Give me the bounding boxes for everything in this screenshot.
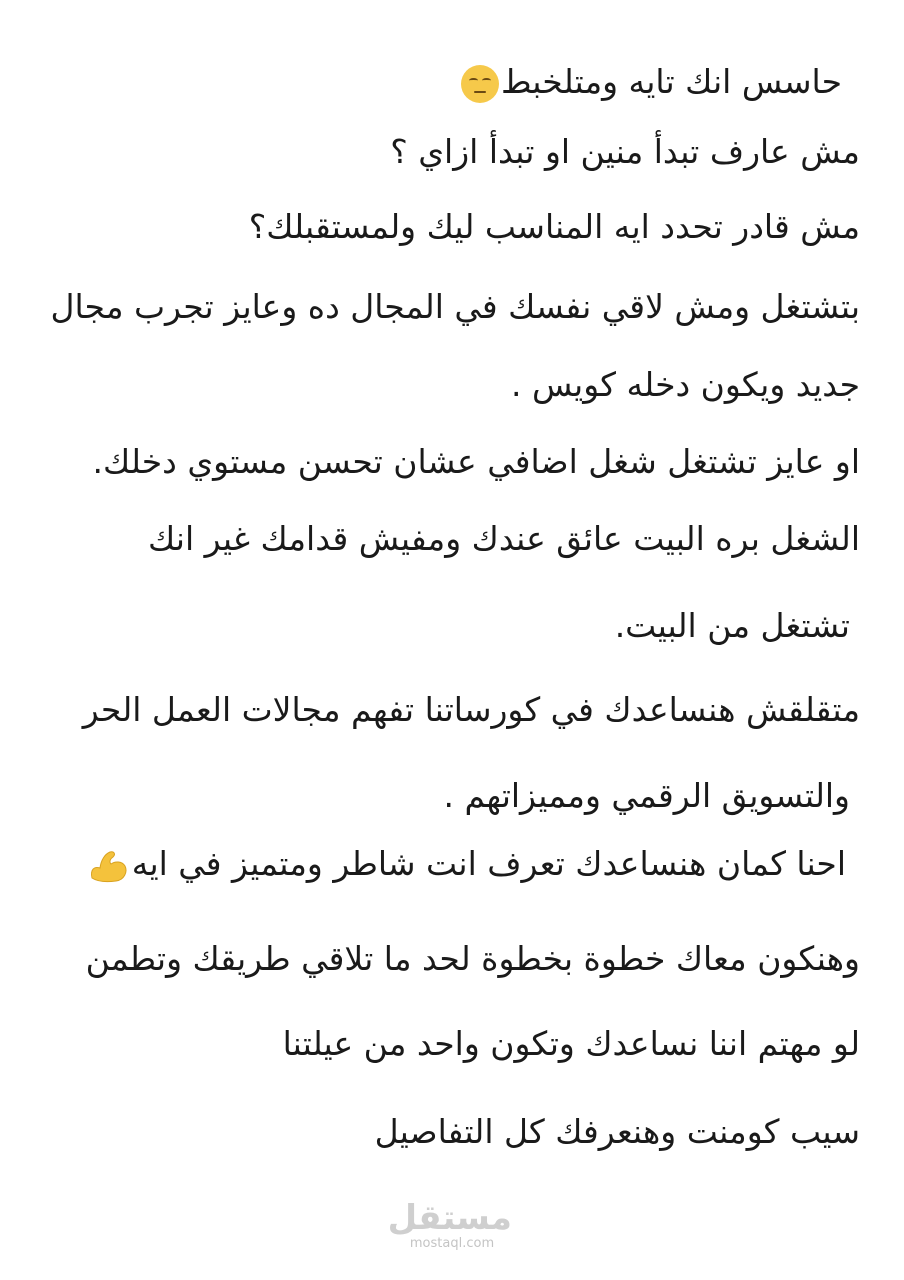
text-line-4: بتشتغل ومش لاقي نفسك في المجال ده وعايز تجرب مجال <box>50 287 860 326</box>
mostaql-watermark <box>387 1198 512 1252</box>
text-line-2: مش عارف تبدأ منين او تبدأ ازاي ؟ <box>390 132 860 171</box>
relieved-face-icon <box>461 65 499 103</box>
text-line-7: الشغل بره البيت عائق عندك ومفيش قدامك غير انك <box>147 519 860 558</box>
text-line-14: سيب كومنت وهنعرفك كل التفاصيل <box>374 1112 860 1151</box>
text-line-11: احنا كمان هنساعدك تعرف انت شاطر ومتميز في ايه <box>84 842 846 886</box>
text-line-5: جديد ويكون دخله كويس . <box>510 365 860 404</box>
flexed-biceps-icon <box>88 848 128 884</box>
text-line-10: والتسويق الرقمي ومميزاتهم . <box>443 776 850 815</box>
text-line-13: لو مهتم اننا نساعدك وتكون واحد من عيلتنا <box>282 1024 860 1063</box>
text-line-3: مش قادر تحدد ايه المناسب ليك ولمستقبلك؟ <box>248 207 860 246</box>
text-line-6: او عايز تشتغل شغل اضافي عشان تحسن مستوي دخلك. <box>92 442 860 481</box>
watermark-latin: mostaql.com <box>409 1236 495 1251</box>
text-line-8: تشتغل من البيت. <box>614 606 850 645</box>
text-line-12: وهنكون معاك خطوة بخطوة لحد ما تلاقي طريقك وتطمن <box>85 939 860 978</box>
text-line-1: حاسس انك تايه ومتلخبط <box>459 60 842 104</box>
watermark-arabic: مستقل <box>387 1198 512 1238</box>
text-line-9: متقلقش هنساعدك في كورساتنا تفهم مجالات العمل الحر <box>82 690 860 729</box>
